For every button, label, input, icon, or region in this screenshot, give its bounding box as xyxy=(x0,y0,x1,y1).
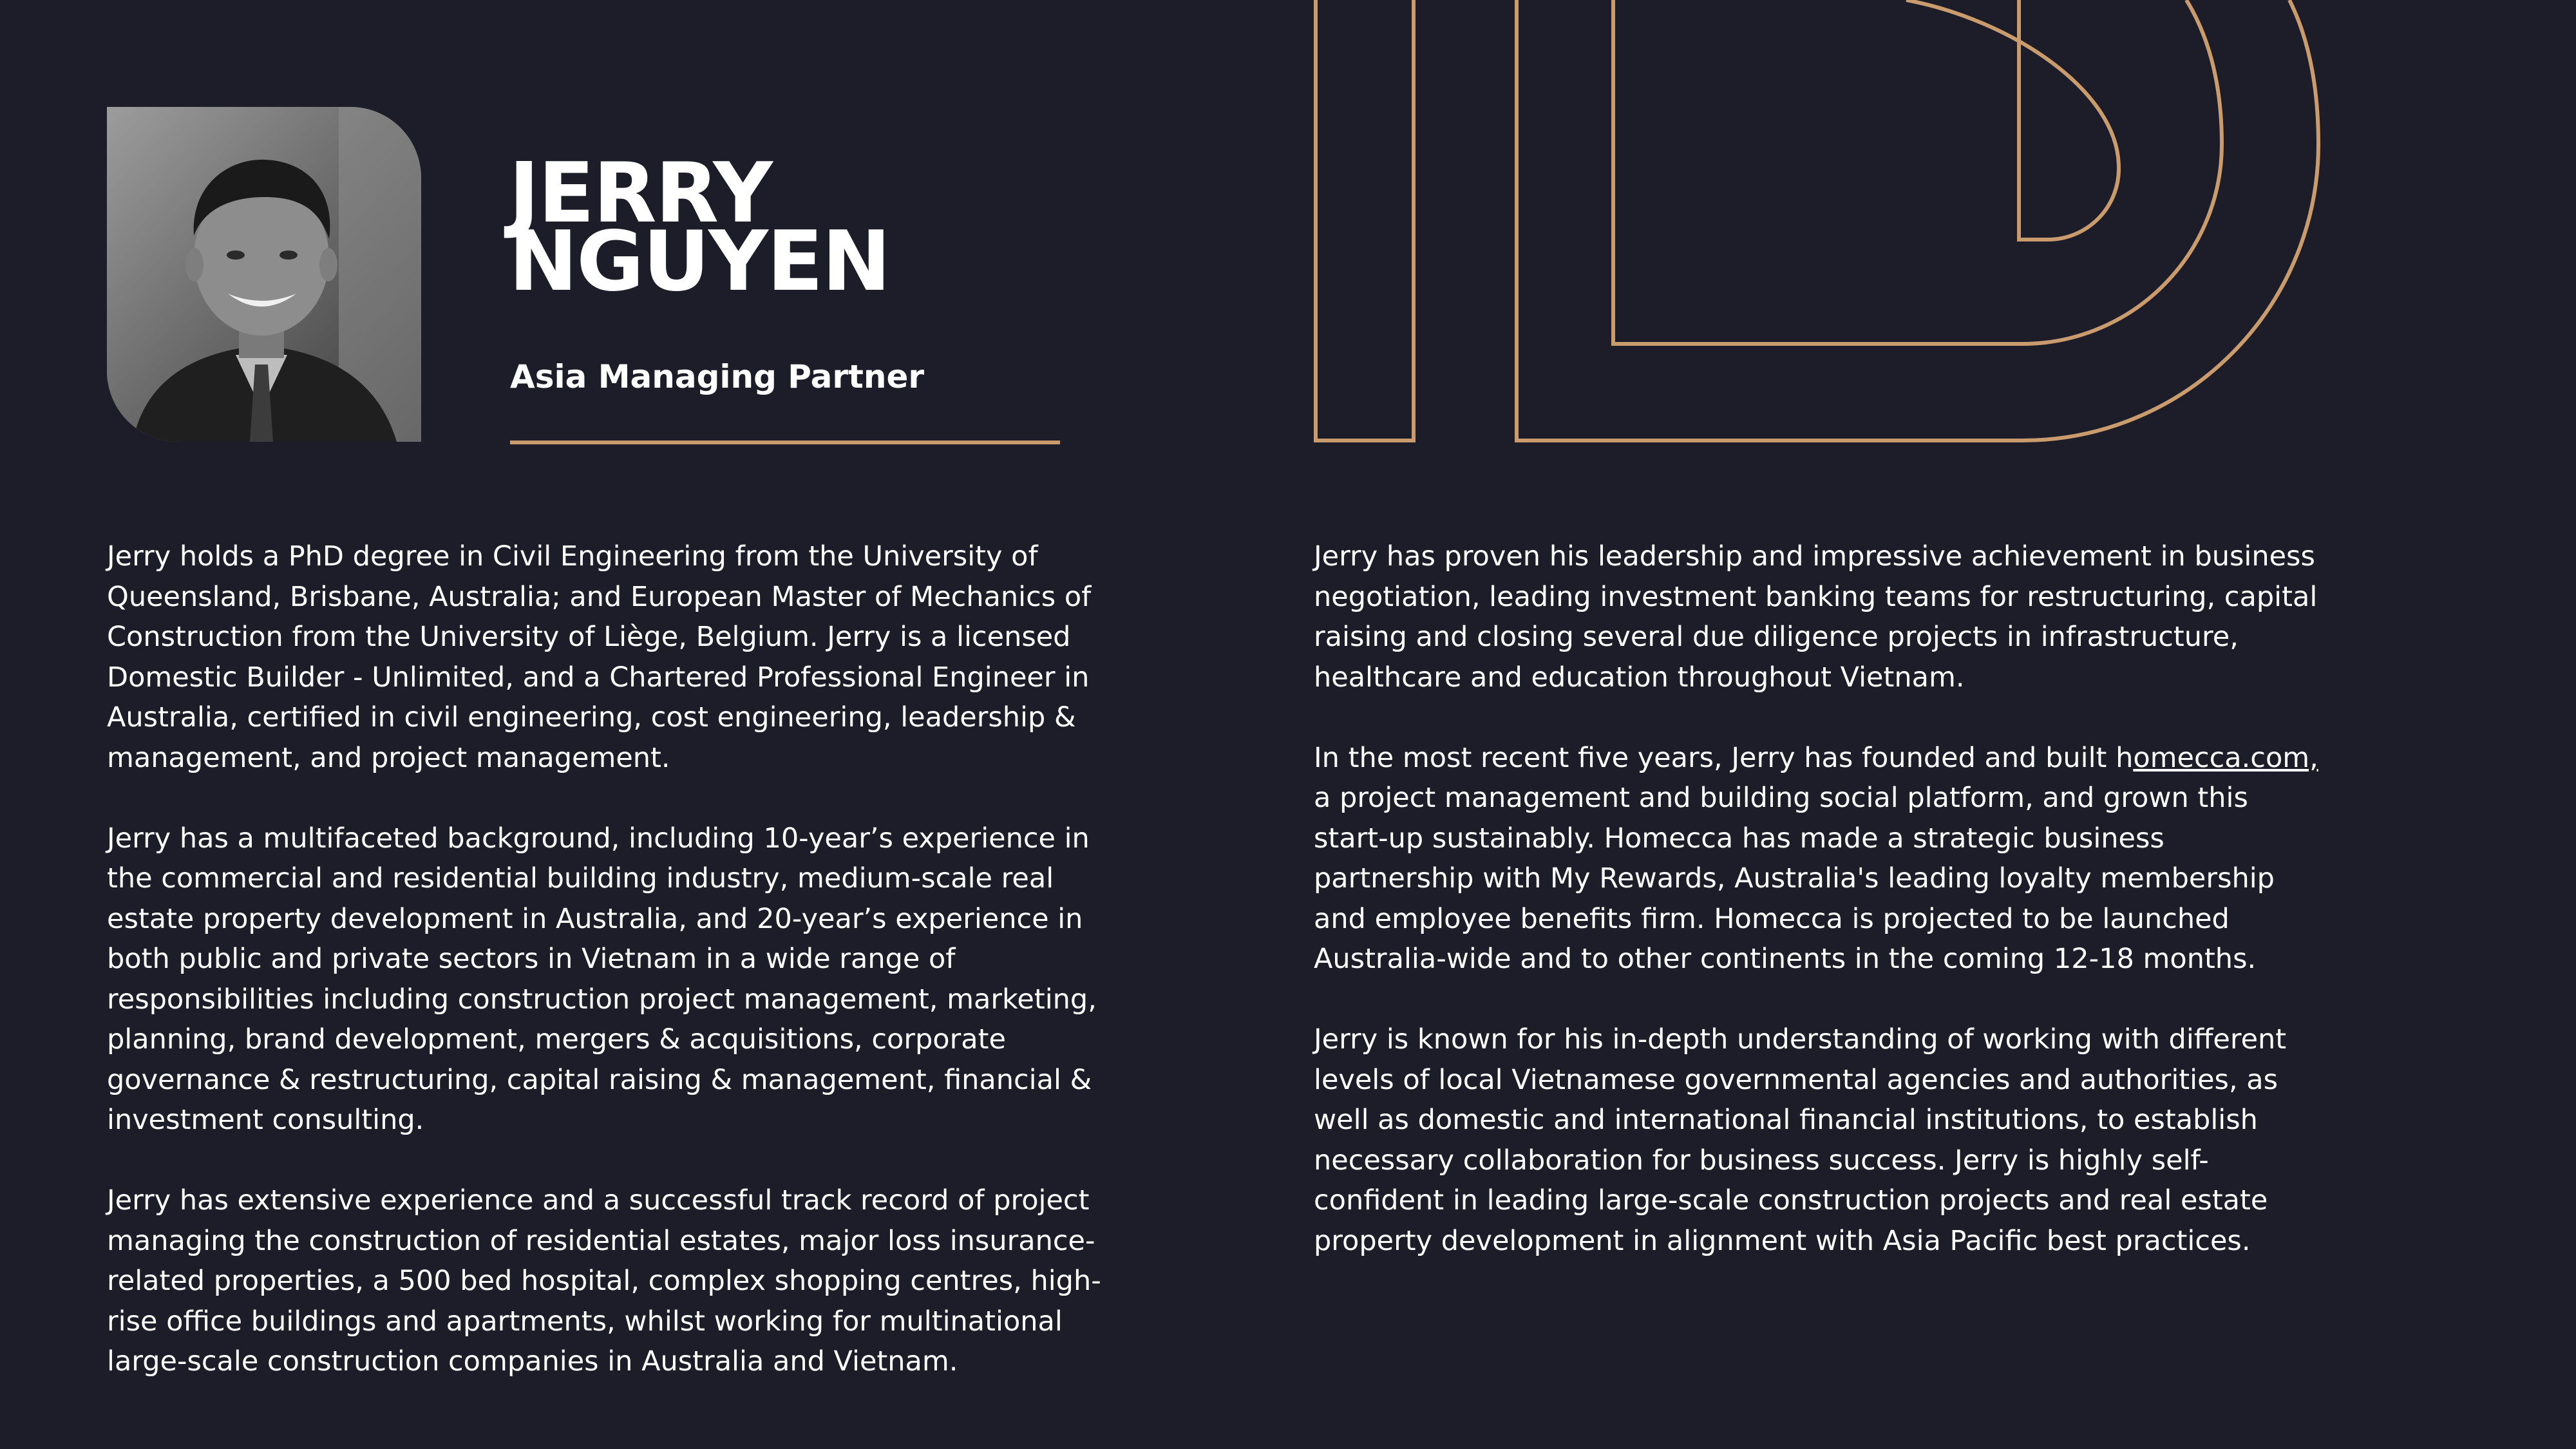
bio-paragraph: Jerry holds a PhD degree in Civil Engineering from the University of Queensland, Brisbane, Australia; and European Master of Mechanics of Construction from the University of Liège, Belgium. Jerry is a licensed Domestic Builder - Unlimited, and a Chartered Professional Engineer in Australia, certified in civil engineering, cost engineering, leadership & management, and project management. xyxy=(107,540,1092,774)
bio-right-column xyxy=(1314,536,2331,1302)
outline-d-inner xyxy=(1613,0,2222,344)
outline-d-core xyxy=(1906,0,2119,240)
title-divider xyxy=(510,440,1060,444)
bio-paragraph-with-link xyxy=(1314,738,2331,980)
bio-paragraph: Jerry has extensive experience and a successful track record of project managing the construction of residential estates, major loss insurance-related properties, a 500 bed hospital, complex shopping centres, high-rise office buildings and apartments, whilst working for multinational large-scale construction companies in Australia and Vietnam. xyxy=(107,1184,1101,1378)
person-portrait-icon xyxy=(107,107,421,442)
outline-d-outer xyxy=(1517,0,2318,440)
first-name: JERRY xyxy=(509,146,772,242)
job-title: Asia Managing Partner xyxy=(510,358,925,395)
portrait-photo xyxy=(107,107,421,442)
homecca-link[interactable]: omecca.com, xyxy=(2133,741,2318,774)
bio-left-column xyxy=(107,536,1131,1422)
last-name: NGUYEN xyxy=(509,214,890,310)
outline-bar xyxy=(1316,0,1414,440)
person-name xyxy=(509,146,1088,310)
bio-paragraph: Jerry has a multifaceted background, including 10-year’s experience in the commercial and residential building industry, medium-scale real estate property development in Australia, and 20-year’s experience in both public and private sectors in Vietnam in a wide range of responsibilities including construction project management, marketing, planning, brand development, mergers & acquisitions, corporate governance & restructuring, capital raising & management, financial & investment consulting. xyxy=(107,822,1097,1136)
bio-paragraph: Jerry has proven his leadership and impressive achievement in business negotiation, leading investment banking teams for restructuring, capital raising and closing several due diligence projects in infrastructure, healthcare and education throughout Vietnam. xyxy=(1314,540,2318,694)
bio-text: a project management and building social platform, and grown this start-up sustainably. Homecca has made a strategic business partnership with My Rewards, Australia's leading loyalty membership and employee benefits firm. Homecca is projected to be launched Australia-wide and to other continents in the coming 12-18 months. xyxy=(1314,782,2275,975)
bio-text: In the most recent five years, Jerry has founded and built h xyxy=(1314,741,2134,774)
bio-paragraph: Jerry is known for his in-depth understanding of working with different levels of local Vietnamese governmental agencies and authorities, as well as domestic and international financial institutions, to establish necessary collaboration for business success. Jerry is highly self-confident in leading large-scale construction projects and real estate property development in alignment with Asia Pacific best practices. xyxy=(1314,1023,2287,1257)
